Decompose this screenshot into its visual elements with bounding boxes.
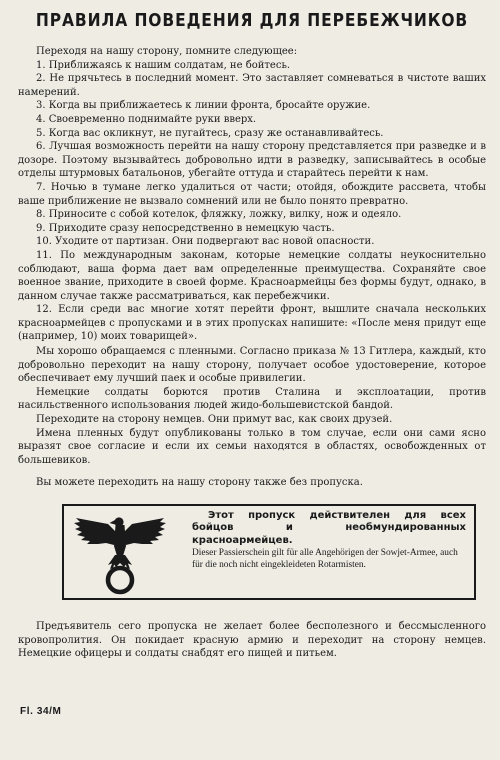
safe-conduct-pass [62, 504, 476, 600]
closing-line: Вы можете переходить на нашу сторону также без пропуска. [36, 477, 363, 489]
pass-russian-line1: Этот пропуск действителен для [208, 510, 427, 521]
rule-item: 11. По международным законам, которые немецкие солдаты неукоснительно соблюдают, ваша форма дает вам определенные преимущества. Сохраняйте свое военное звание, приходите в своей форме. Красноармейцы без формы будут, однако, в данном случае также рассматриваться, как перебежчики. [18, 249, 486, 302]
document-title: ПРАВИЛА ПОВЕДЕНИЯ ДЛЯ ПЕРЕБЕЖЧИКОВ [35, 10, 469, 31]
closing-paragraph: Предъявитель сего пропуска не желает более бесполезного и бессмысленного кровопролития. Он покидает красную армию и переходит на сторону немцев. Немецкие офицеры и солдаты снабдят его пищей и питьем. [18, 621, 486, 660]
rule-item: 6. Лучшая возможность перейти на нашу сторону представляется при разведке и в дозоре. Поэтому вызывайтесь добровольно идти в разведку, записывайтесь в особые отделы штурмовых батальонов, убегайте оттуда и старайтесь перейти к нам. [18, 141, 486, 180]
paragraph: Переходите на сторону немцев. Они примут вас, как своих друзей. [36, 414, 393, 426]
pass-german-text: Dieser Passierschein gilt für alle Angehörigen der Sowjet-Armee, auch für die noch nicht eingekleideten Rotarmisten. [192, 548, 458, 571]
rule-item: 7. Ночью в тумане легко удалиться от части; отойдя, обождите рассвета, чтобы ваше приближение не вызвало сомнений или не было понято превратно. [18, 181, 486, 207]
rules-body [18, 45, 486, 490]
rule-item: 12. Если среди вас многие хотят перейти фронт, вышлите сначала нескольких красноармейцев с пропусками и в этих пропусках напишите: «После меня придут еще (например, 10) моих товарищей». [18, 304, 486, 343]
rule-item: 1. Приближаясь к нашим солдатам, не бойтесь. [36, 59, 291, 71]
rule-item: 8. Приносите с собой котелок, фляжку, ложку, вилку, нож и одеяло. [36, 209, 402, 221]
intro-line: Переходя на нашу сторону, помните следующее: [36, 46, 298, 57]
rule-item: 5. Когда вас окликнут, не пугайтесь, сразу же останавливайтесь. [36, 127, 384, 139]
rule-item: 3. Когда вы приближаетесь к линии фронта, бросайте оружие. [36, 100, 371, 112]
paragraph: Мы хорошо обращаемся с пленными. Согласно приказа № 13 Гитлера, каждый, кто добровольно переходит на нашу сторону, получает особое удостоверение, которое обеспечивает ему лучший паек и особые привилегии. [18, 346, 486, 385]
paragraph: Немецкие солдаты борются против Сталина и эксплоатации, против насильственного использования людей жидо-большевистской бандой. [18, 386, 486, 412]
rule-item: 2. Не прячьтесь в последний момент. Это заставляет сомневаться в чистоте ваших намерений. [18, 73, 486, 98]
pass-russian-rest: всех бойцов и необмундированных красноармейцев. [192, 510, 466, 546]
rule-item: 4. Своевременно поднимайте руки вверх. [36, 113, 257, 125]
pass-russian-text [192, 510, 466, 547]
paragraph: Имена пленных будут опубликованы только в том случае, если они сами ясно выразят свое согласие и если их семьи находятся в областях, освобожденных от большевиков. [18, 427, 486, 466]
eagle-emblem-icon [72, 510, 168, 596]
rule-item: 9. Приходите сразу непосредственно в немецкую часть. [36, 222, 335, 234]
leaflet-code: Fl. 34/M [20, 706, 62, 717]
pass-text [192, 510, 466, 572]
rule-item: 10. Уходите от партизан. Они подвергают вас новой опасности. [36, 236, 375, 248]
